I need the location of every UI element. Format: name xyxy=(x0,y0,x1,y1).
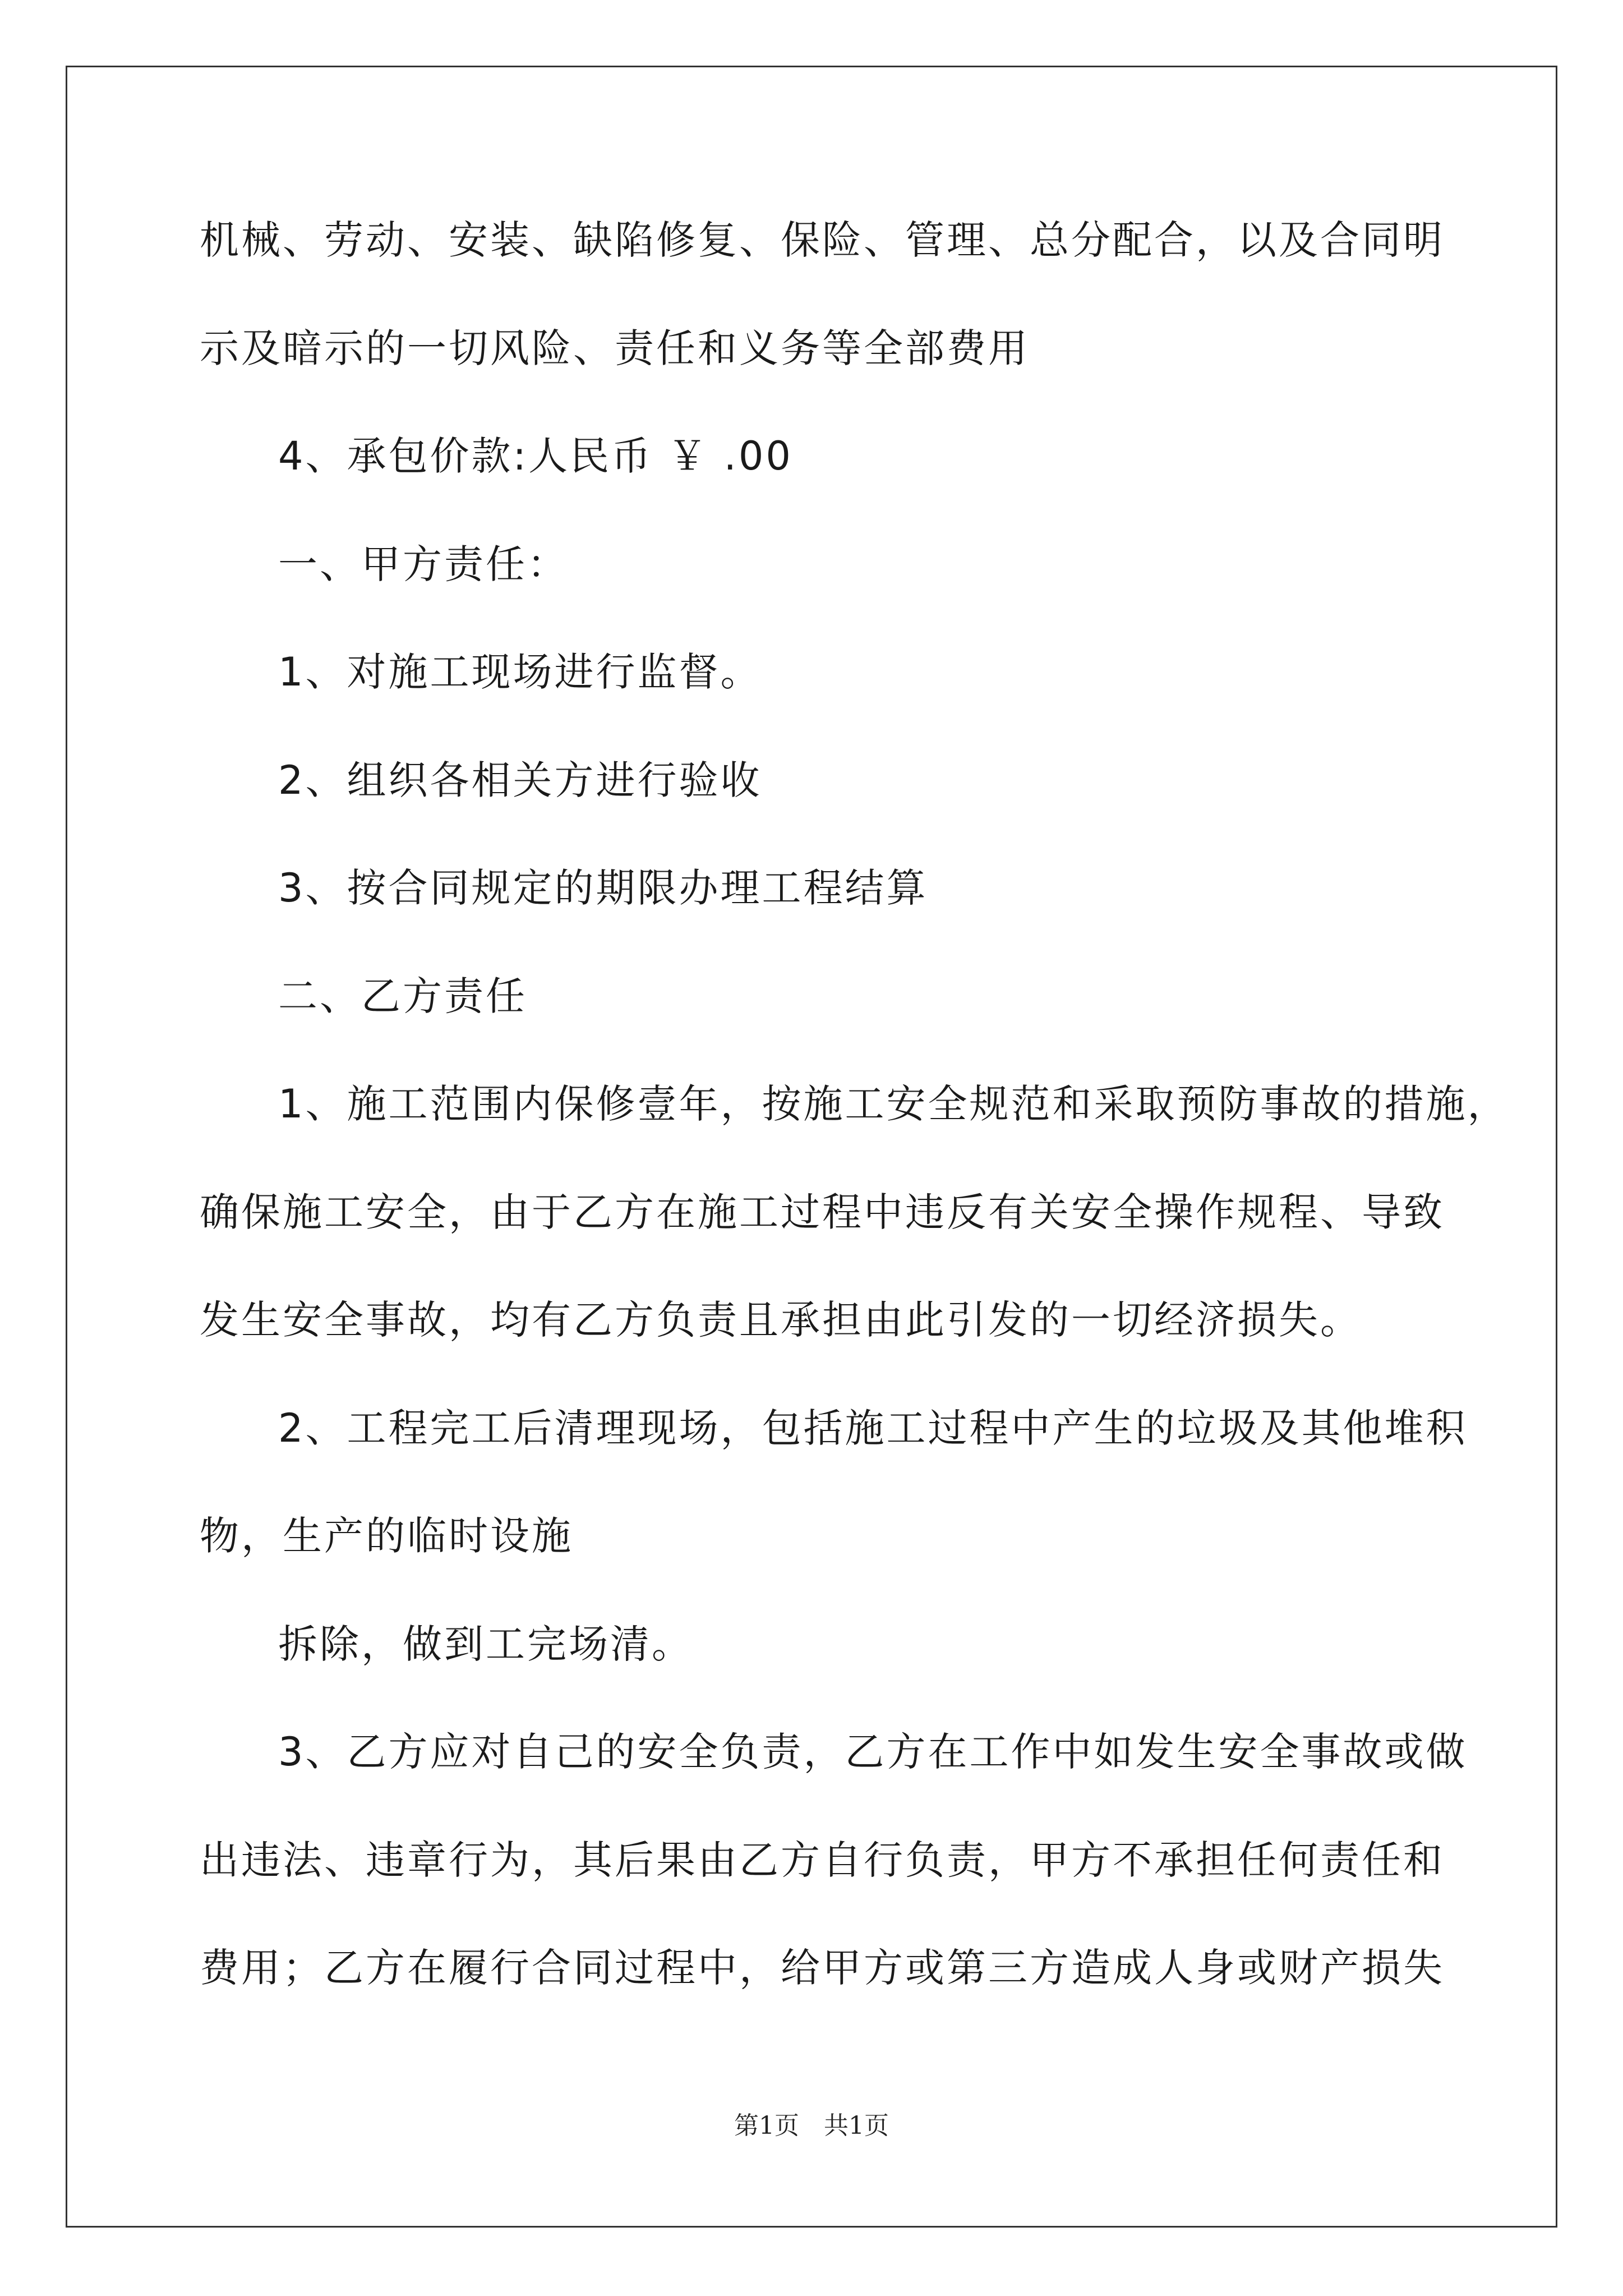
page-footer: 第1页 共1页 xyxy=(734,2111,889,2140)
text-line: 1、施工范围内保修壹年，按施工安全规范和采取预防事故的措施， xyxy=(278,1081,1509,1127)
page-frame xyxy=(66,66,1557,2228)
text-line: 机械、劳动、安装、缺陷修复、保险、管理、总分配合，以及合同明 xyxy=(200,217,1445,263)
text-line: 3、乙方应对自己的安全负责，乙方在工作中如发生安全事故或做 xyxy=(278,1729,1468,1775)
text-line: 二、乙方责任 xyxy=(278,973,527,1019)
text-line: 发生安全事故，均有乙方负责且承担由此引发的一切经济损失。 xyxy=(200,1297,1362,1343)
text-line: 出违法、违章行为，其后果由乙方自行负责，甲方不承担任何责任和 xyxy=(200,1837,1445,1883)
text-line: 一、甲方责任： xyxy=(278,541,569,587)
text-line: 拆除，做到工完场清。 xyxy=(278,1621,693,1667)
text-line: 确保施工安全，由于乙方在施工过程中违反有关安全操作规程、导致 xyxy=(200,1189,1445,1235)
text-line: 3、按合同规定的期限办理工程结算 xyxy=(278,865,928,911)
text-line: 费用；乙方在履行合同过程中，给甲方或第三方造成人身或财产损失 xyxy=(200,1945,1445,1991)
text-line: 2、组织各相关方进行验收 xyxy=(278,757,762,803)
text-line: 示及暗示的一切风险、责任和义务等全部费用 xyxy=(200,325,1030,371)
text-line: 物，生产的临时设施 xyxy=(200,1513,573,1559)
text-line: 4、承包价款:人民币 ￥ .00 xyxy=(278,433,793,479)
text-line: 1、对施工现场进行监督。 xyxy=(278,649,762,695)
text-line: 2、工程完工后清理现场，包括施工过程中产生的垃圾及其他堆积 xyxy=(278,1405,1468,1451)
